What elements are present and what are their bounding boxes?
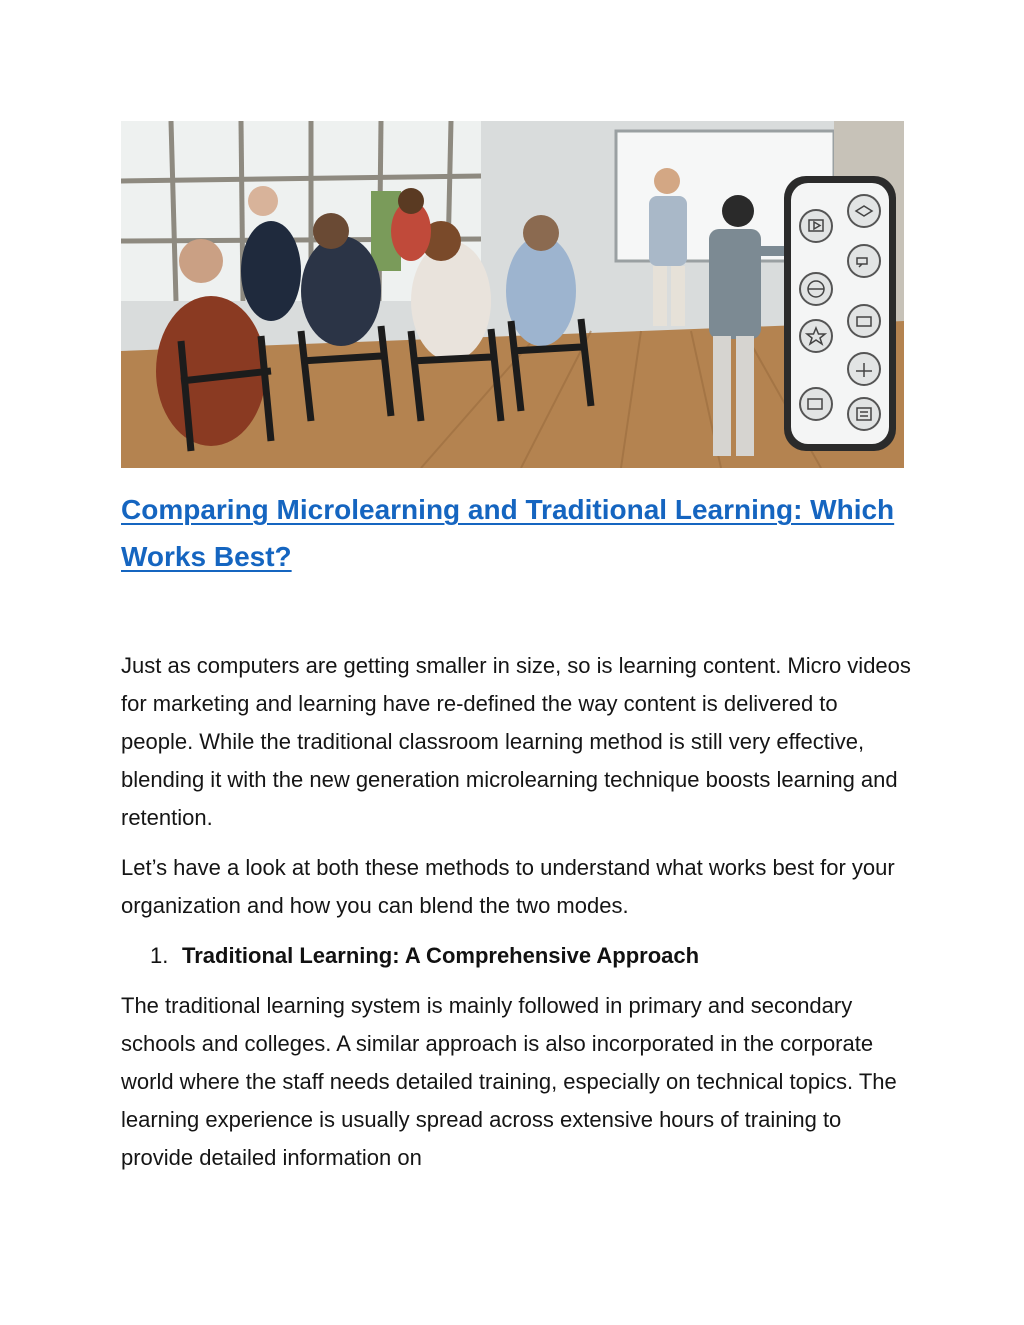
- methods-paragraph: Let’s have a look at both these methods to understand what works best for your organization and how you can blend the two modes.: [121, 855, 895, 918]
- video-player-icon: [800, 210, 832, 242]
- list-number: 1.: [150, 943, 169, 968]
- star-icon: [800, 320, 832, 352]
- section-heading: Traditional Learning: A Comprehensive Approach: [182, 943, 700, 968]
- smartphone-illustration: [784, 176, 896, 451]
- hero-image: [121, 121, 904, 468]
- chat-bubbles-icon: [848, 245, 880, 277]
- article-title-link[interactable]: Comparing Microlearning and Traditional Learning: Which Works Best?: [121, 494, 895, 572]
- traditional-learning-paragraph: The traditional learning system is mainly followed in primary and secondary schools and colleges. A similar approach is also incorporated in the corporate world where the staff needs detailed training, especially on technical topics. The learning experience is usually spread across extensive hours of training to provide detailed information on: [121, 993, 897, 1170]
- presenter-board-icon: [800, 388, 832, 420]
- graduation-cap-icon: [848, 195, 880, 227]
- team-meeting-icon: [848, 305, 880, 337]
- numbered-list-item: [150, 937, 699, 975]
- intro-paragraph: Just as computers are getting smaller in size, so is learning content. Micro videos for marketing and learning have re-defined the way content is delivered to people. While the traditional classroom learning method is still very effective, blending it with the new generation microlearning technique boosts learning and retention.: [121, 653, 911, 830]
- checklist-icon: [848, 398, 880, 430]
